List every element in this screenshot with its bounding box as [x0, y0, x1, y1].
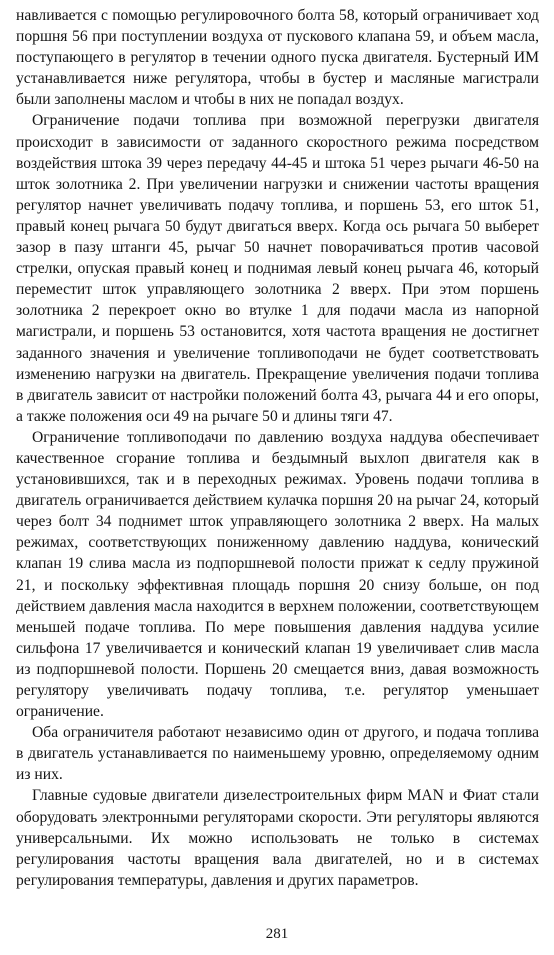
paragraph-5: Главные судовые двигатели дизелестроительных фирм MAN и Фиат стали оборудовать электронными регуляторами скорости. Эти регуляторы являются универсальными. Их можно использовать не только в системах регулирования частоты вращения вала двигателей, но и в системах регулирования температуры, давления и других параметров. — [16, 787, 539, 889]
paragraph-4: Оба ограничителя работают независимо один от другого, и подача топлива в двигатель устанавливается по наименьшему уровню, определяемому одним из них. — [16, 724, 539, 784]
paragraph-2: Ограничение подачи топлива при возможной перегрузки двигателя происходит в зависимости от заданного скоростного режима посредством воздействия штока 39 через передачу 44-45 и штока 51 через рычаги 46-50 на шток золотника 2. При увеличении нагрузки и снижении частоты вращения регулятор начнет увеличивать подачу топлива, и поршень 53, его шток 51, правый конец рычага 50 будут двигаться вверх. Когда ось рычага 50 выберет зазор в пазу штанги 45, рычаг 50 начнет поворачиваться против часовой стрелки, опуская правый конец и поднимая левый конец рычага 46, который переместит шток управляющего золотника 2 вверх. При этом поршень золотника 2 перекроет окно во втулке 1 для подачи масла из напорной магистрали, и поршень 53 остановится, хотя частота вращения не достигнет заданного значения и увеличение топливоподачи не будет соответствовать изменению нагрузки на двигатель. Прекращение увеличения подачи топлива в двигатель зависит от настройки положений болта 43, рычага 44 и его опоры, а также положения оси 49 на рычаге 50 и длины тяги 47. — [16, 112, 539, 425]
page-number: 281 — [265, 926, 289, 942]
page-body — [16, 5, 539, 891]
paragraph-1: навливается с помощью регулировочного болта 58, который ограничивает ход поршня 56 при поступлении воздуха от пускового клапана 59, и объем масла, поступающего в регулятор в течении одного пуска двигателя. Бустерный ИМ устанавливается ниже регулятора, чтобы в бустер и масляные магистрали были заполнены маслом и чтобы в них не попадал воздух. — [16, 7, 539, 109]
paragraph-3: Ограничение топливоподачи по давлению воздуха наддува обеспечивает качественное сгорание топлива и бездымный выхлоп двигателя как в установившихся, так и в переходных режимах. Уровень подачи топлива в двигатель ограничивается действием кулачка поршня 20 на рычаг 24, который через болт 34 поднимет шток управляющего золотника 2 вверх. На малых режимах, соответствующих пониженному давлению наддува, конический клапан 19 слива масла из подпоршневой полости прижат к седлу пружиной 21, и поскольку эффективная площадь поршня 20 снизу больше, он под действием давления масла находится в верхнем положении, соответствующем меньшей подаче топлива. По мере повышения давления наддува усилие сильфона 17 увеличивается и конический клапан 19 увеличивает слив масла из подпоршневой полости. Поршень 20 смещается вниз, давая возможность регулятору увеличивать подачу топлива, т.е. регулятор уменьшает ограничение. — [16, 428, 539, 721]
